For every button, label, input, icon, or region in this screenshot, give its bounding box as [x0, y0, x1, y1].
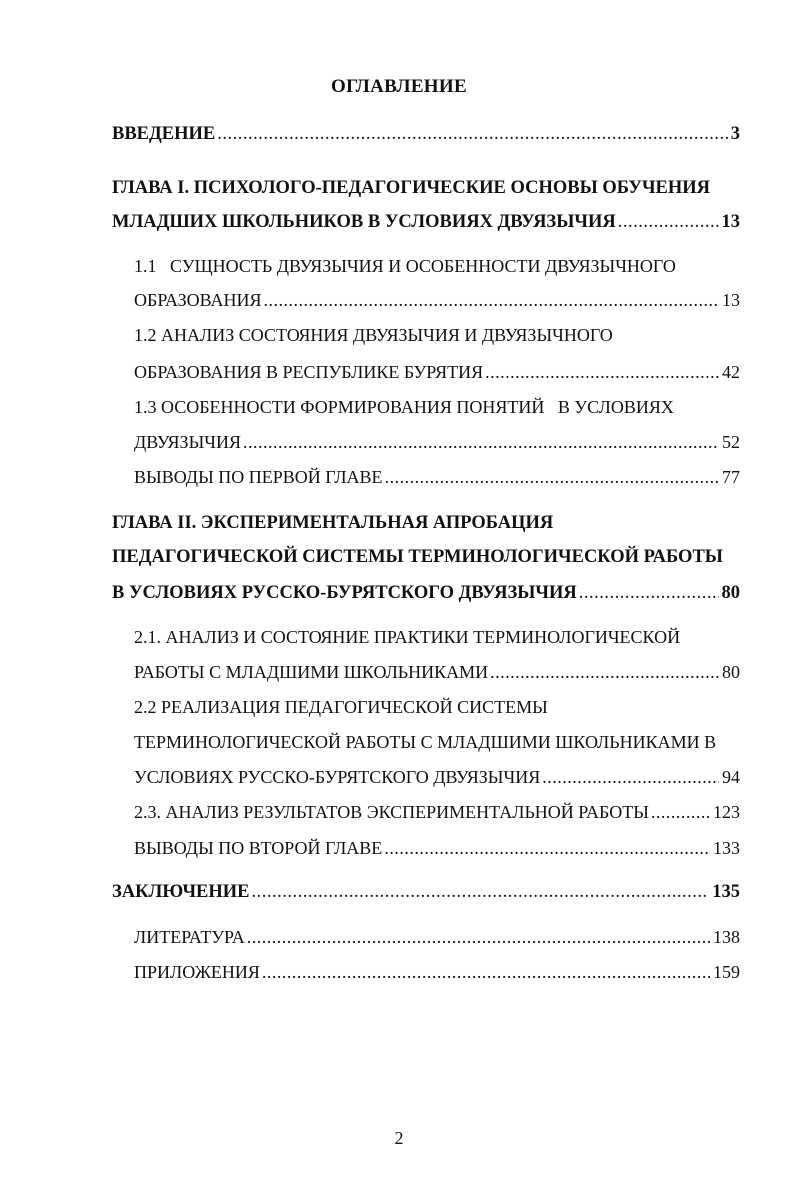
toc-entry-text: ЗАКЛЮЧЕНИЕ	[112, 882, 250, 902]
toc-entry-text: ПЕДАГОГИЧЕСКОЙ СИСТЕМЫ ТЕРМИНОЛОГИЧЕСКОЙ РАБОТЫ	[112, 547, 723, 567]
dot-leader	[490, 660, 719, 684]
toc-entry-text: МЛАДШИХ ШКОЛЬНИКОВ В УСЛОВИЯХ ДВУЯЗЫЧИЯ	[112, 212, 616, 232]
dot-leader	[651, 800, 710, 824]
toc-entry-text: ОБРАЗОВАНИЯ	[134, 290, 262, 310]
dot-leader	[262, 960, 710, 984]
dot-leader	[618, 210, 719, 234]
toc-section-1-3-line2[interactable]	[134, 430, 740, 454]
toc-entry-text: ПРИЛОЖЕНИЯ	[134, 962, 260, 982]
toc-section-1-1-line2[interactable]	[134, 288, 740, 312]
toc-page-number: 42	[722, 362, 740, 382]
toc-chapter1-line1[interactable]	[112, 176, 710, 200]
dot-leader	[385, 465, 719, 489]
toc-page-number: 13	[721, 212, 740, 232]
toc-entry-text: ВЫВОДЫ ПО ПЕРВОЙ ГЛАВЕ	[134, 467, 383, 487]
toc-entry-conclusion[interactable]	[112, 880, 740, 904]
toc-section-1-1-line1[interactable]	[134, 254, 676, 278]
toc-entry-text: ДВУЯЗЫЧИЯ	[134, 432, 241, 452]
dot-leader	[264, 288, 720, 312]
toc-entry-text: 1.2 АНАЛИЗ СОСТОЯНИЯ ДВУЯЗЫЧИЯ И ДВУЯЗЫЧНОГО	[134, 325, 613, 345]
toc-entry-text: ОБРАЗОВАНИЯ В РЕСПУБЛИКЕ БУРЯТИЯ	[134, 362, 484, 382]
toc-section-2-2-line3[interactable]	[134, 765, 740, 789]
toc-section-2-2-line2[interactable]	[134, 730, 716, 754]
toc-entry-intro[interactable]	[112, 122, 740, 146]
dot-leader	[384, 836, 710, 860]
toc-section-1-2-line2[interactable]	[134, 360, 740, 384]
toc-entry-text: 1.1 СУЩНОСТЬ ДВУЯЗЫЧИЯ И ОСОБЕННОСТИ ДВУЯЗЫЧНОГО	[134, 256, 676, 276]
dot-leader	[247, 925, 710, 949]
toc-section-2-3[interactable]	[134, 800, 740, 824]
dot-leader	[252, 880, 710, 904]
toc-entry-text: ГЛАВА I. ПСИХОЛОГО-ПЕДАГОГИЧЕСКИЕ ОСНОВЫ ОБУЧЕНИЯ	[112, 178, 711, 198]
toc-entry-text: ВВЕДЕНИЕ	[112, 124, 216, 144]
dot-leader	[542, 765, 719, 789]
toc-page-number: 135	[712, 882, 740, 902]
toc-entry-appendices[interactable]	[134, 960, 740, 984]
toc-entry-text: 2.3. АНАЛИЗ РЕЗУЛЬТАТОВ ЭКСПЕРИМЕНТАЛЬНОЙ РАБОТЫ	[134, 802, 649, 822]
toc-entry-text: 2.2 РЕАЛИЗАЦИЯ ПЕДАГОГИЧЕСКОЙ СИСТЕМЫ	[134, 697, 548, 717]
toc-entry-text: 1.3 ОСОБЕННОСТИ ФОРМИРОВАНИЯ ПОНЯТИЙ В УСЛОВИЯХ	[134, 397, 674, 417]
toc-chapter1-line2[interactable]	[112, 210, 740, 234]
toc-page-number: 94	[722, 767, 740, 787]
toc-section-2-2-line1[interactable]	[134, 695, 548, 719]
toc-section-2-1-line1[interactable]	[134, 625, 680, 649]
page-number: 2	[394, 1128, 404, 1148]
toc-section-1-3-line1[interactable]	[134, 395, 674, 419]
toc-entry-text: В УСЛОВИЯХ РУССКО-БУРЯТСКОГО ДВУЯЗЫЧИЯ	[112, 583, 577, 603]
dot-leader	[217, 122, 728, 146]
toc-entry-literature[interactable]	[134, 925, 740, 949]
toc-page-number: 138	[713, 927, 740, 947]
toc-entry-text: ВЫВОДЫ ПО ВТОРОЙ ГЛАВЕ	[134, 838, 383, 858]
toc-chapter2-line1[interactable]	[112, 511, 553, 535]
toc-page-number: 123	[713, 802, 740, 822]
toc-chapter2-line3[interactable]	[112, 581, 740, 605]
toc-entry-text: ГЛАВА II. ЭКСПЕРИМЕНТАЛЬНАЯ АПРОБАЦИЯ	[112, 513, 554, 533]
toc-entry-text: УСЛОВИЯХ РУССКО-БУРЯТСКОГО ДВУЯЗЫЧИЯ	[134, 767, 541, 787]
dot-leader	[243, 430, 719, 454]
toc-entry-text: ТЕРМИНОЛОГИЧЕСКОЙ РАБОТЫ С МЛАДШИМИ ШКОЛЬНИКАМИ В	[134, 732, 717, 752]
toc-conclusions-chapter1[interactable]	[134, 465, 740, 489]
toc-entry-text: РАБОТЫ С МЛАДШИМИ ШКОЛЬНИКАМИ	[134, 662, 489, 682]
toc-chapter2-line2[interactable]	[112, 545, 723, 569]
toc-page-number: 13	[722, 290, 740, 310]
toc-title: ОГЛАВЛЕНИЕ	[331, 76, 467, 97]
toc-section-1-2-line1[interactable]	[134, 323, 613, 347]
toc-section-2-1-line2[interactable]	[134, 660, 740, 684]
toc-page-number: 80	[722, 662, 740, 682]
toc-page-number: 133	[713, 838, 740, 858]
toc-page-number: 159	[713, 962, 740, 982]
toc-page-number: 3	[730, 124, 740, 144]
toc-conclusions-chapter2[interactable]	[134, 836, 740, 860]
toc-page-number: 52	[722, 432, 740, 452]
toc-page-number: 80	[721, 583, 740, 603]
toc-entry-text: ЛИТЕРАТУРА	[134, 927, 245, 947]
dot-leader	[485, 360, 719, 384]
dot-leader	[579, 581, 719, 605]
toc-entry-text: 2.1. АНАЛИЗ И СОСТОЯНИЕ ПРАКТИКИ ТЕРМИНОЛОГИЧЕСКОЙ	[134, 627, 681, 647]
toc-page-number: 77	[722, 467, 740, 487]
